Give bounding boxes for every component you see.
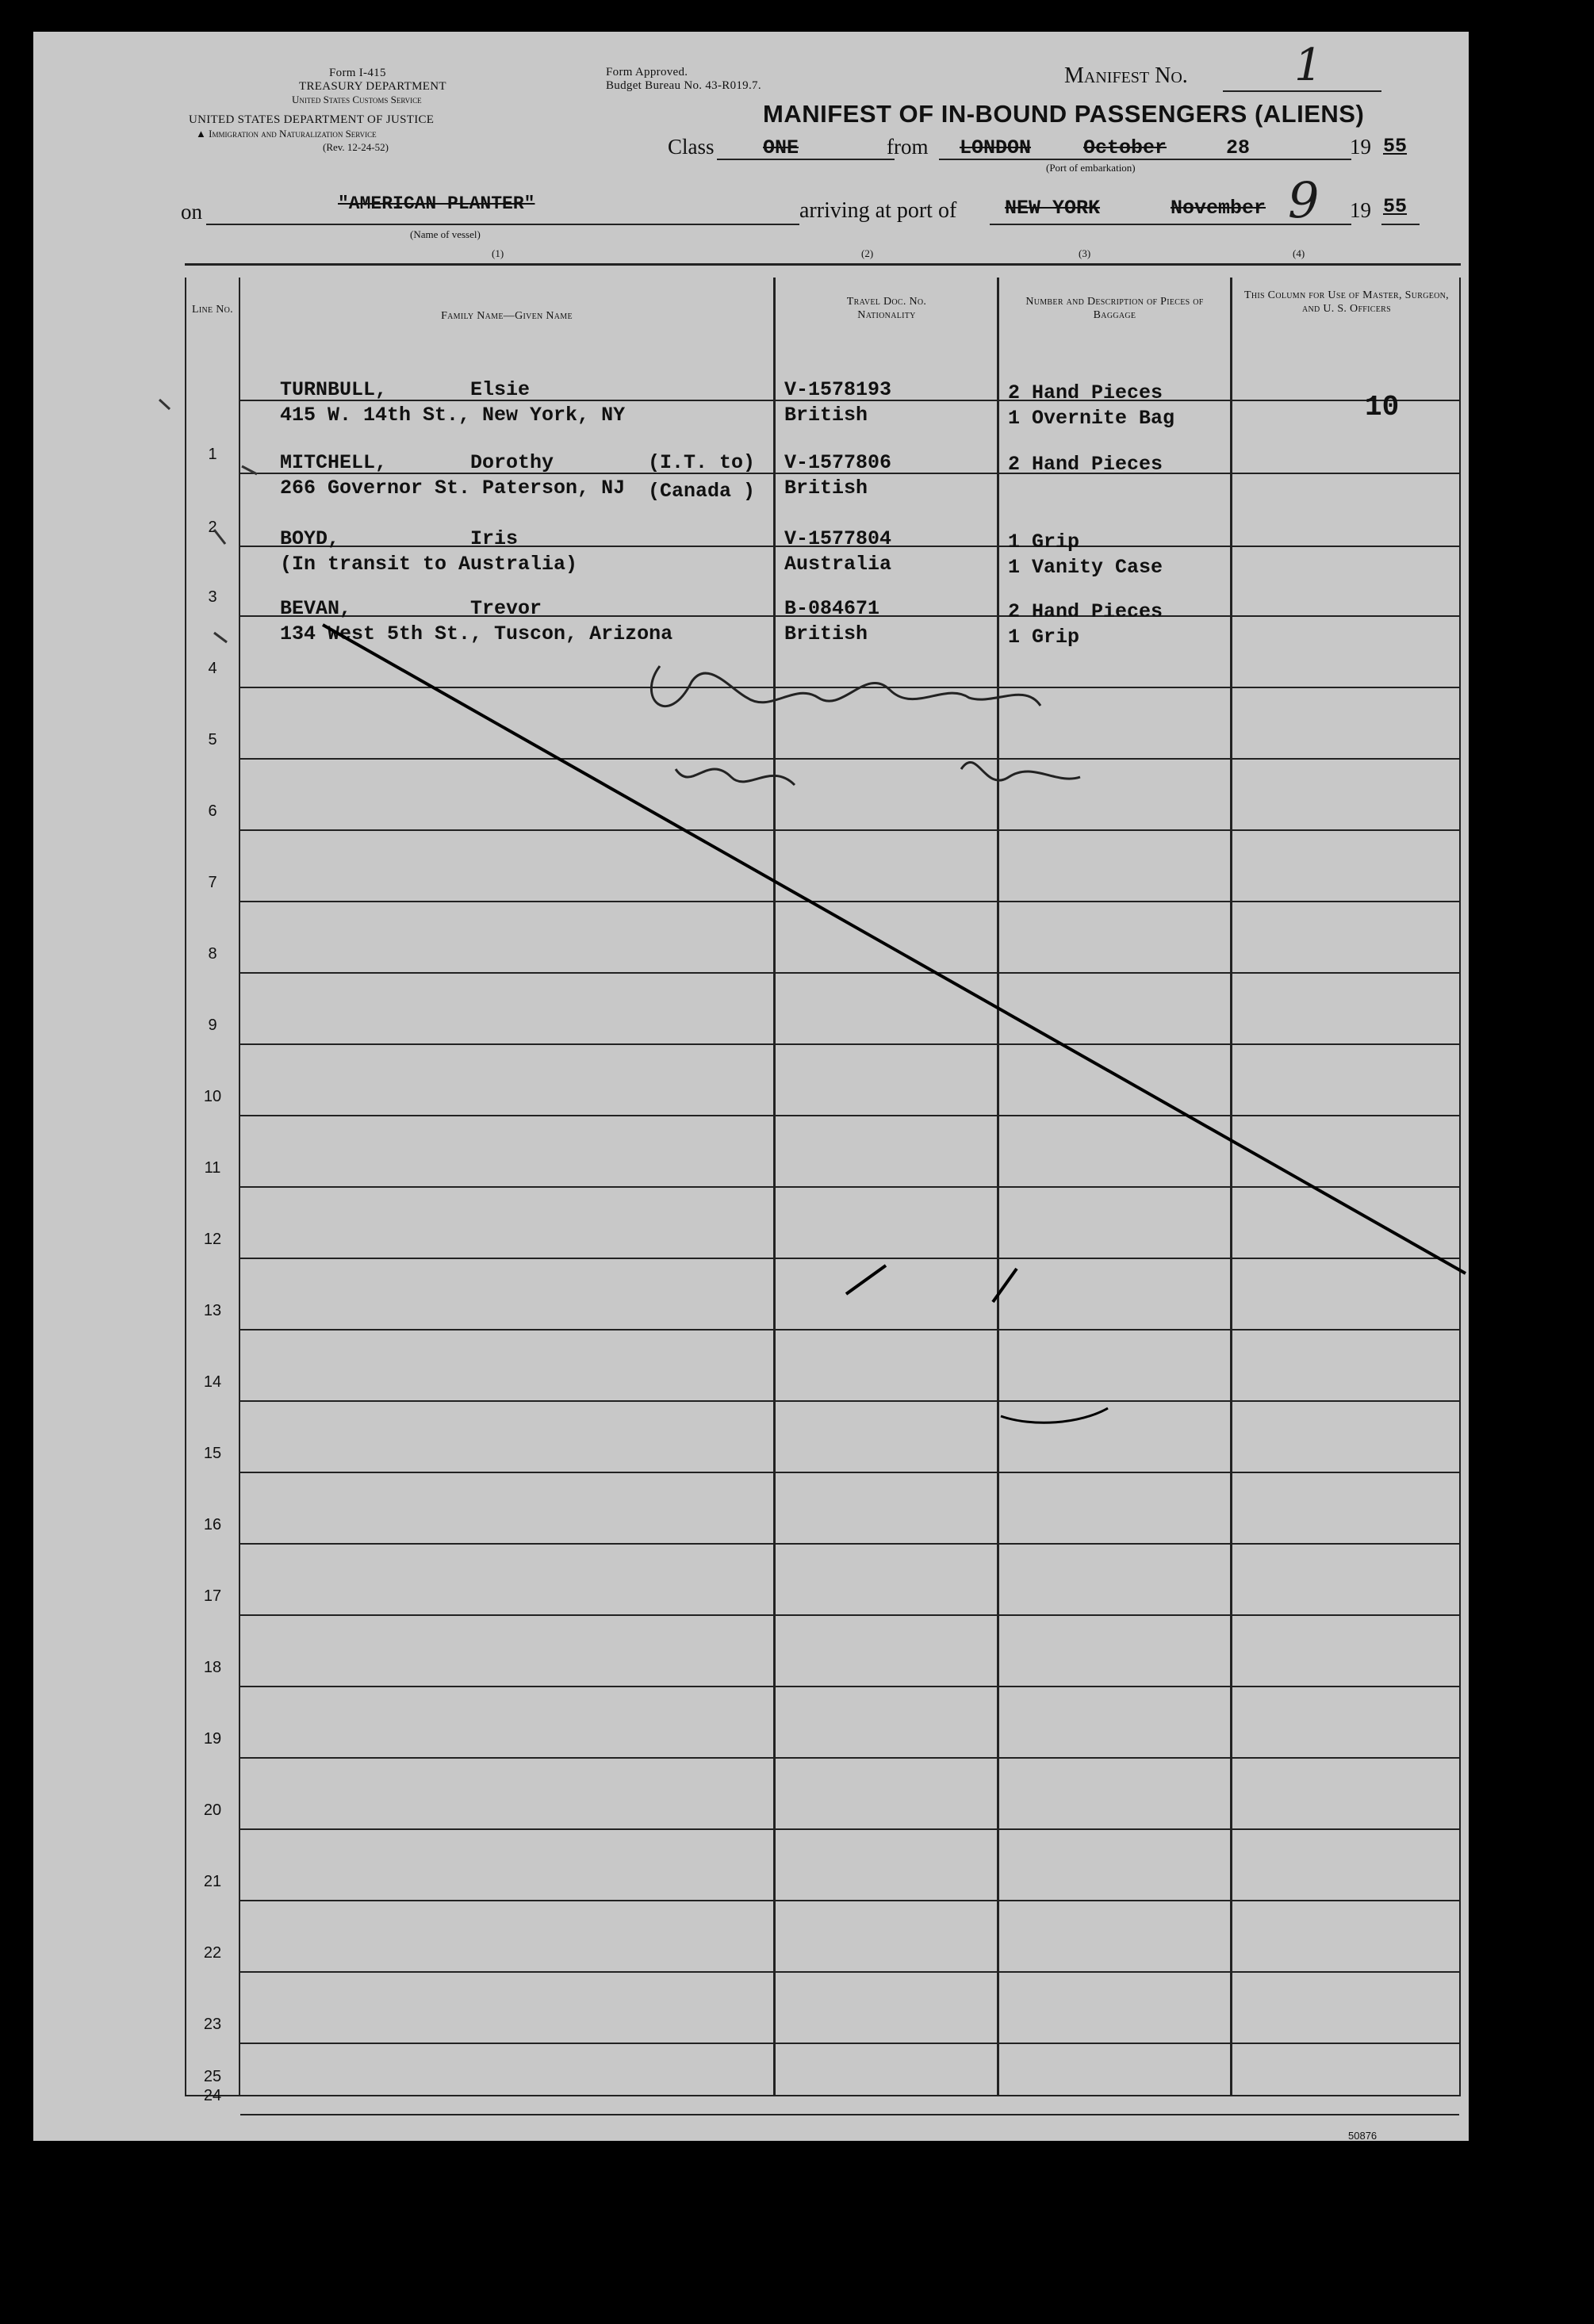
passenger-address: (In transit to Australia) [280,553,578,576]
depart-year: 55 [1383,135,1408,158]
line-number: 25 [203,2068,222,2085]
baggage-line-2: 1 Overnite Bag [1008,407,1175,430]
line-number: 8 [208,945,217,963]
col-num-4: (4) [1293,247,1305,259]
line-number: 19 [203,1730,222,1748]
customs-service: United States Customs Service [292,94,422,105]
cancel-strike-line [323,625,1466,1273]
col-num-3: (3) [1079,247,1091,259]
line-number: 11 [204,1159,221,1177]
line-number: 23 [203,2016,222,2033]
line-number: 9 [208,1017,217,1034]
travel-doc-no: V-1577806 [784,451,892,474]
on-label: on [181,200,202,224]
line-number: 20 [203,1801,222,1819]
nationality: British [784,622,868,645]
arrival-port: NEW YORK [1005,197,1101,220]
depart-month: October [1083,136,1167,159]
port-embarkation-caption: (Port of embarkation) [1046,162,1136,174]
baggage-line-2: 1 Vanity Case [1008,556,1163,579]
manifest-page [33,32,1469,2141]
transit-note-2: (Canada ) [648,480,756,503]
officers-header: This Column for Use of Master, Surgeon, and U. S. Officers [1244,289,1449,315]
passenger-name: MITCHELL, Dorothy [280,451,554,474]
travel-doc-no: V-1578193 [784,378,892,401]
nationality: Australia [784,553,892,576]
pen-stroke [1001,1408,1108,1422]
travel-doc-no: V-1577804 [784,527,892,550]
treasury-department: TREASURY DEPARTMENT [299,80,446,93]
baggage-header: Number and Description of Pieces of Baggage [1025,296,1204,321]
passenger-address: 134 West 5th St., Tuscon, Arizona [280,622,673,645]
nationality: British [784,477,868,500]
line-number: 10 [203,1088,222,1105]
check-mark [846,1265,886,1294]
travel-doc-no: B-084671 [784,597,880,620]
officer-count: 10 [1365,391,1400,423]
line-number: 2 [208,519,217,536]
from-label: from [887,135,929,159]
line-no-header: Line No. [192,304,233,316]
budget-bureau: Budget Bureau No. 43-R019.7. [606,79,761,92]
line-number: 1 [208,446,217,463]
line-number: 24 [203,2087,222,2104]
line-number: 12 [203,1231,222,1248]
baggage-line-2: 1 Grip [1008,626,1080,649]
arrival-day: 9 [1288,171,1320,229]
stamp-number: 50876 [1348,2130,1378,2142]
form-number: Form I-415 [329,67,386,79]
baggage-line-1: 2 Hand Pieces [1008,453,1163,476]
handwritten-date [676,762,1080,785]
baggage-line-1: 2 Hand Pieces [1008,381,1163,404]
class-label: Class [668,135,715,159]
passenger-name: BOYD, Iris [280,527,519,550]
arriving-label: arriving at port of [799,198,957,223]
vessel-caption: (Name of vessel) [410,228,481,240]
line-number: 18 [203,1659,222,1676]
manifest-no-value: 1 [1294,40,1323,91]
col-num-1: (1) [492,247,504,259]
line-number: 21 [203,1873,222,1890]
check-mark [993,1269,1017,1302]
doc-header: Travel Doc. No. Nationality [846,296,927,321]
baggage-line-1: 2 Hand Pieces [1008,600,1163,623]
passenger-name: TURNBULL, Elsie [280,378,531,401]
depart-year-prefix: 19 [1350,135,1371,159]
pen-marks [33,32,1469,2141]
col-num-2: (2) [861,247,874,259]
embark-port: LONDON [960,136,1032,159]
vessel-name: "AMERICAN PLANTER" [338,193,535,214]
immigration-service-text: Immigration and Naturalization Service [209,128,377,140]
arrival-year: 55 [1383,195,1408,218]
passenger-address: 415 W. 14th St., New York, NY [280,404,626,427]
name-header: Family Name—Given Name [441,310,573,322]
baggage-line-1: 1 Grip [1008,530,1080,553]
line-number: 3 [208,588,217,606]
line-number: 16 [203,1516,222,1533]
passenger-address: 266 Governor St. Paterson, NJ [280,477,626,500]
arrival-year-prefix: 19 [1350,198,1371,222]
revision-date: (Rev. 12-24-52) [323,141,389,153]
line-number: 15 [203,1445,222,1462]
handwritten-signature [651,666,1040,706]
line-number: 5 [208,731,217,749]
line-number: 4 [208,660,217,677]
line-number: 17 [203,1587,222,1605]
transit-note-1: (I.T. to) [648,451,756,474]
immigration-service: ▲ Immigration and Naturalization Service [196,128,377,140]
line-number: 22 [203,1944,222,1962]
nationality: British [784,404,868,427]
tick-mark [159,400,257,642]
line-number: 14 [203,1373,222,1391]
line-number: 13 [203,1302,222,1319]
depart-day: 28 [1226,136,1251,159]
arrival-month: November [1171,197,1266,220]
document-title: MANIFEST OF IN-BOUND PASSENGERS (ALIENS) [763,100,1365,128]
passenger-name: BEVAN, Trevor [280,597,542,620]
manifest-no-label: Manifest No. [1064,63,1188,88]
justice-department: UNITED STATES DEPARTMENT OF JUSTICE [189,113,435,126]
class-value: ONE [763,136,799,159]
form-approved: Form Approved. [606,66,688,78]
line-number: 7 [208,874,217,891]
line-number: 6 [208,802,217,820]
